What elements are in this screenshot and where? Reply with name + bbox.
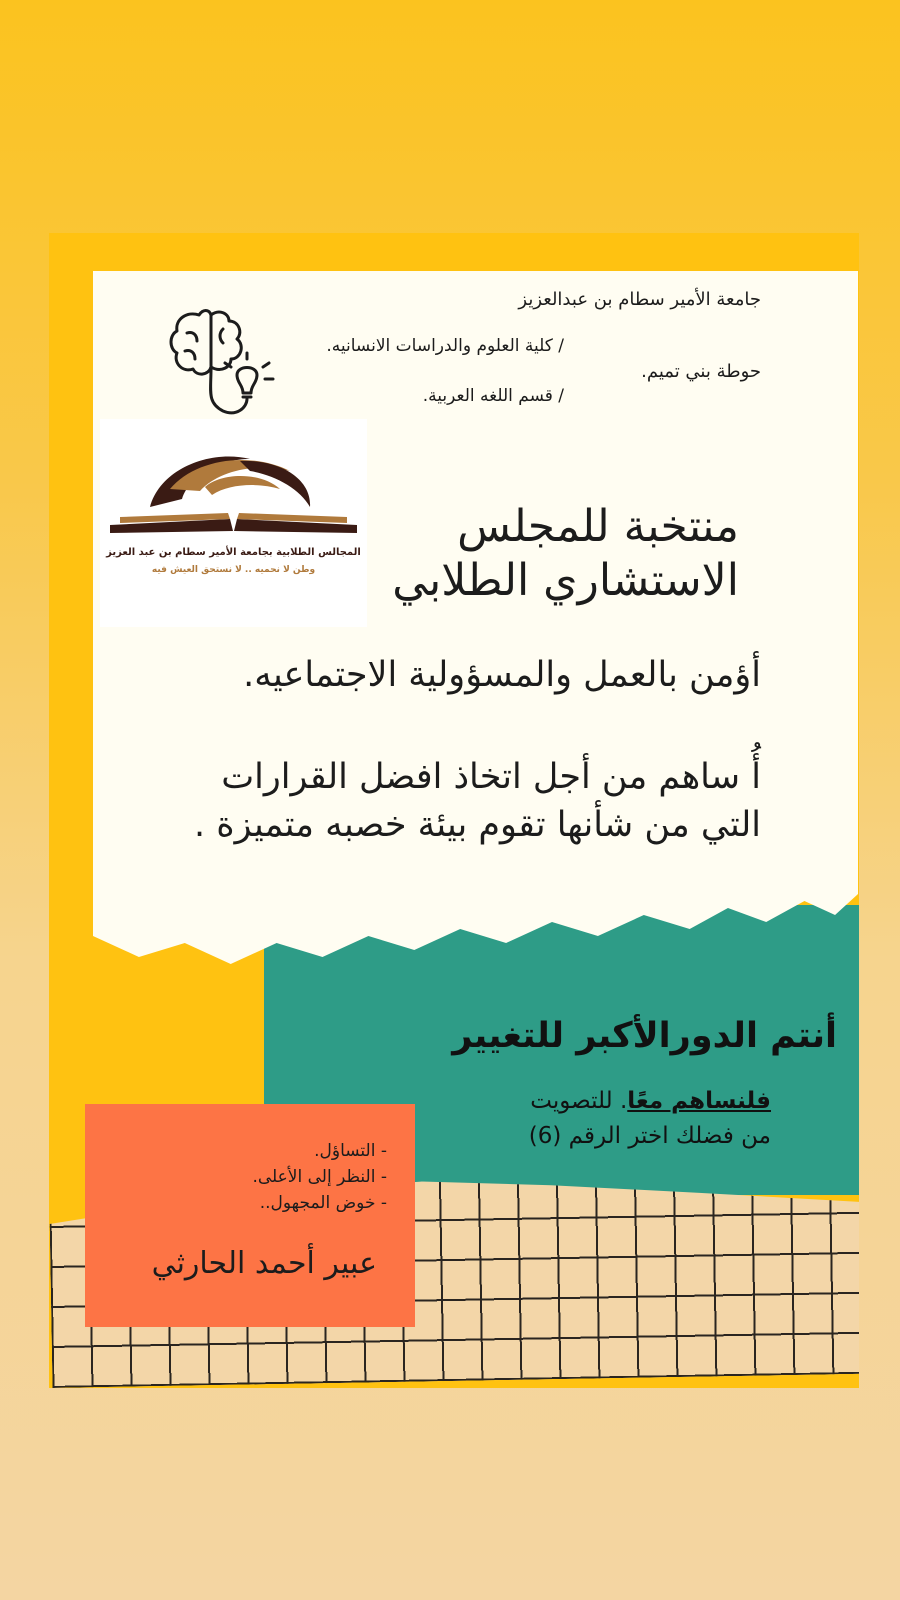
vote-line <box>530 1088 771 1114</box>
poster <box>49 233 859 1388</box>
headline-line-1: منتخبة للمجلس <box>457 501 739 552</box>
logo-slogan: وطن لا نحميه .. لا نستحق العيش فيه <box>151 565 316 575</box>
headline-line-2: الاستشاري الطلابي <box>392 555 739 606</box>
list-item: - النظر إلى الأعلى. <box>252 1167 387 1187</box>
candidate-card <box>85 1104 415 1327</box>
values-list <box>252 1138 387 1216</box>
list-item: - خوض المجهول.. <box>259 1193 387 1213</box>
student-councils-logo <box>100 419 367 627</box>
college-name: / كلية العلوم والدراسات الانسانيه. <box>326 336 564 356</box>
belief-statement: أؤمن بالعمل والمسؤولية الاجتماعيه. <box>243 655 761 695</box>
contribution-statement: أُ ساهم من أجل اتخاذ افضل القرارات التي من شأنها تقوم بيئة خصبه متميزة . <box>194 757 761 845</box>
cta-title: أنتم الدورالأكبر للتغيير <box>452 1016 837 1056</box>
list-item: - التساؤل. <box>314 1141 387 1161</box>
vote-bold: فلنساهم معًا <box>627 1088 771 1114</box>
department-name: / قسم اللغه العربية. <box>422 386 564 406</box>
open-book-logo-icon <box>100 429 367 539</box>
town-name: حوطة بني تميم. <box>641 361 761 382</box>
vote-rest: . للتصويت <box>530 1088 628 1114</box>
university-name: جامعة الأمير سطام بن عبدالعزيز <box>518 289 761 310</box>
logo-title: المجالس الطلابية بجامعة الأمير سطام بن عبد العزيز <box>106 547 361 558</box>
number-line: من فضلك اختر الرقم (6) <box>528 1123 771 1149</box>
candidate-name: عبير أحمد الحارثي <box>151 1246 377 1281</box>
brain-bulb-icon <box>167 303 277 423</box>
